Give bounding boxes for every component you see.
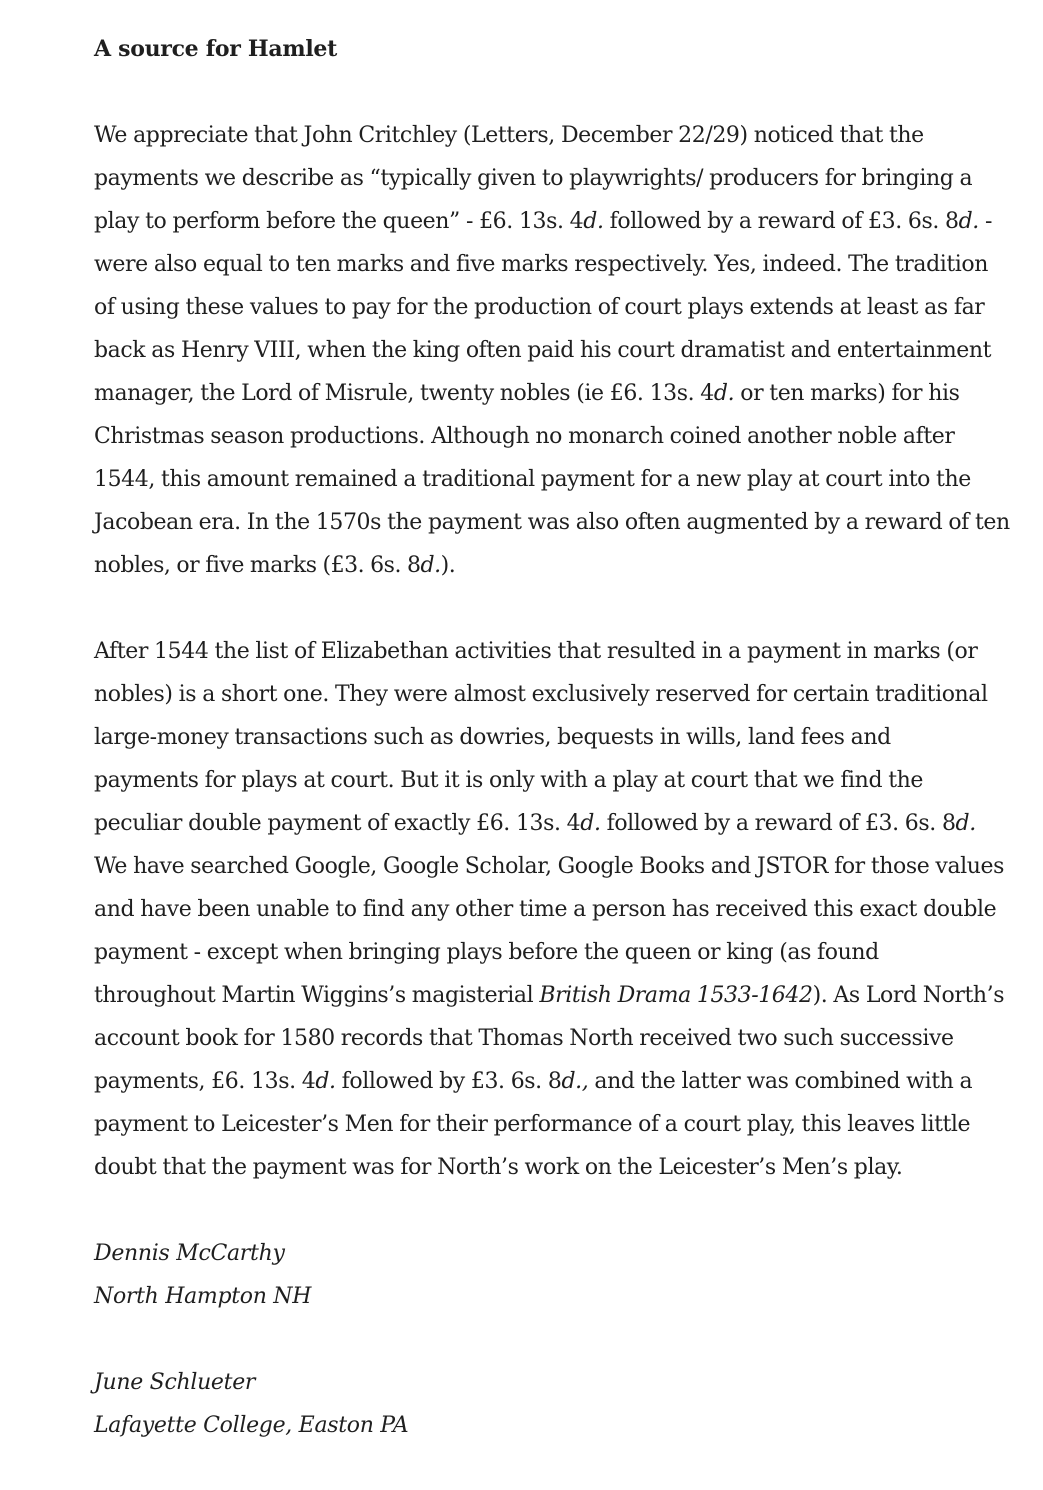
text-run: payments for plays at court. But it is only with a play at court that we find the bbox=[94, 768, 923, 793]
signature-name: Dennis McCarthy bbox=[94, 1241, 285, 1266]
signature-block-2 bbox=[94, 1361, 1024, 1447]
text-run: peculiar double payment of exactly £6. 13s. 4 bbox=[94, 811, 581, 836]
text-run: of using these values to pay for the production of court plays extends at least as far bbox=[94, 295, 985, 320]
paragraph-line bbox=[94, 759, 1024, 802]
text-run: After 1544 the list of Elizabethan activities that resulted in a payment in marks (or bbox=[94, 639, 978, 664]
paragraph-line bbox=[94, 630, 1024, 673]
paragraph-line bbox=[94, 114, 1024, 157]
text-run: doubt that the payment was for North’s work on the Leicester’s Men’s play. bbox=[94, 1155, 903, 1180]
paragraph-line bbox=[94, 372, 1024, 415]
italic-text: d., bbox=[561, 1069, 589, 1094]
text-run: nobles) is a short one. They were almost exclusively reserved for certain traditional bbox=[94, 682, 988, 707]
signature-place: Lafayette College, Easton PA bbox=[94, 1413, 409, 1438]
text-run: payments we describe as “typically given to playwrights/ producers for bringing a bbox=[94, 166, 973, 191]
text-run: nobles, or five marks (£3. 6s. 8 bbox=[94, 553, 421, 578]
signature-block-1 bbox=[94, 1232, 1024, 1318]
paragraph-line bbox=[94, 888, 1024, 931]
text-run: and the latter was combined with a bbox=[588, 1069, 973, 1094]
text-run: and have been unable to find any other time a person has received this exact double bbox=[94, 897, 997, 922]
paragraph-line bbox=[94, 544, 1024, 587]
text-run: We appreciate that John Critchley (Letters, December 22/29) noticed that the bbox=[94, 123, 924, 148]
text-run: We have searched Google, Google Scholar, Google Books and JSTOR for those values bbox=[94, 854, 1005, 879]
paragraph-line bbox=[94, 673, 1024, 716]
paragraph-line bbox=[94, 716, 1024, 759]
italic-text: d. bbox=[713, 381, 735, 406]
italic-text: d. bbox=[958, 209, 979, 234]
body-paragraph-1 bbox=[94, 114, 1024, 587]
paragraph-line bbox=[94, 501, 1024, 544]
text-run: account book for 1580 records that Thomas North received two such successive bbox=[94, 1026, 954, 1051]
text-run: back as Henry VIII, when the king often paid his court dramatist and entertainment bbox=[94, 338, 992, 363]
text-run: Christmas season productions. Although no monarch coined another noble after bbox=[94, 424, 955, 449]
text-run: throughout Martin Wiggins’s magisterial bbox=[94, 983, 540, 1008]
paragraph-line bbox=[94, 200, 1024, 243]
paragraph-line bbox=[94, 1103, 1024, 1146]
text-run: ). bbox=[440, 553, 456, 578]
paragraph-line bbox=[94, 931, 1024, 974]
text-run: play to perform before the queen” - £6. 13s. 4 bbox=[94, 209, 584, 234]
text-run: payment to Leicester’s Men for their performance of a court play, this leaves little bbox=[94, 1112, 971, 1137]
paragraph-line bbox=[94, 243, 1024, 286]
signature-place: North Hampton NH bbox=[94, 1284, 312, 1309]
paragraph-line bbox=[94, 286, 1024, 329]
text-run: followed by a reward of £3. 6s. 8 bbox=[600, 811, 956, 836]
text-run: - bbox=[978, 209, 992, 234]
italic-text: d. bbox=[315, 1069, 336, 1094]
text-run: followed by a reward of £3. 6s. 8 bbox=[603, 209, 959, 234]
italic-text: d. bbox=[583, 209, 604, 234]
paragraph-line bbox=[94, 974, 1024, 1017]
letter bbox=[94, 28, 1024, 1490]
text-run: large-money transactions such as dowries, bequests in wills, land fees and bbox=[94, 725, 891, 750]
paragraph-line bbox=[94, 1146, 1024, 1189]
italic-text: British Drama 1533-1642 bbox=[539, 983, 813, 1008]
text-run: Jacobean era. In the 1570s the payment was also often augmented by a reward of ten bbox=[94, 510, 1010, 535]
paragraph-line bbox=[94, 802, 1024, 845]
text-run: followed by £3. 6s. 8 bbox=[335, 1069, 562, 1094]
paragraph-line bbox=[94, 415, 1024, 458]
body-paragraph-2 bbox=[94, 630, 1024, 1189]
text-run: were also equal to ten marks and five marks respectively. Yes, indeed. The tradition bbox=[94, 252, 989, 277]
paragraph-line bbox=[94, 157, 1024, 200]
text-run: or ten marks) for his bbox=[734, 381, 960, 406]
italic-text: d. bbox=[420, 553, 441, 578]
paragraph-line bbox=[94, 1017, 1024, 1060]
signature-name: June Schlueter bbox=[94, 1370, 256, 1395]
paragraph-line bbox=[94, 1060, 1024, 1103]
text-run: manager, the Lord of Misrule, twenty nobles (ie £6. 13s. 4 bbox=[94, 381, 714, 406]
paragraph-line bbox=[94, 329, 1024, 372]
text-run: payments, £6. 13s. 4 bbox=[94, 1069, 316, 1094]
text-run: payment - except when bringing plays before the queen or king (as found bbox=[94, 940, 879, 965]
italic-text: d. bbox=[955, 811, 976, 836]
letter-headline: A source for Hamlet bbox=[94, 36, 337, 62]
italic-text: d. bbox=[580, 811, 601, 836]
paragraph-line bbox=[94, 845, 1024, 888]
paragraph-line bbox=[94, 458, 1024, 501]
text-run: ). As Lord North’s bbox=[812, 983, 1005, 1008]
text-run: 1544, this amount remained a traditional payment for a new play at court into the bbox=[94, 467, 971, 492]
